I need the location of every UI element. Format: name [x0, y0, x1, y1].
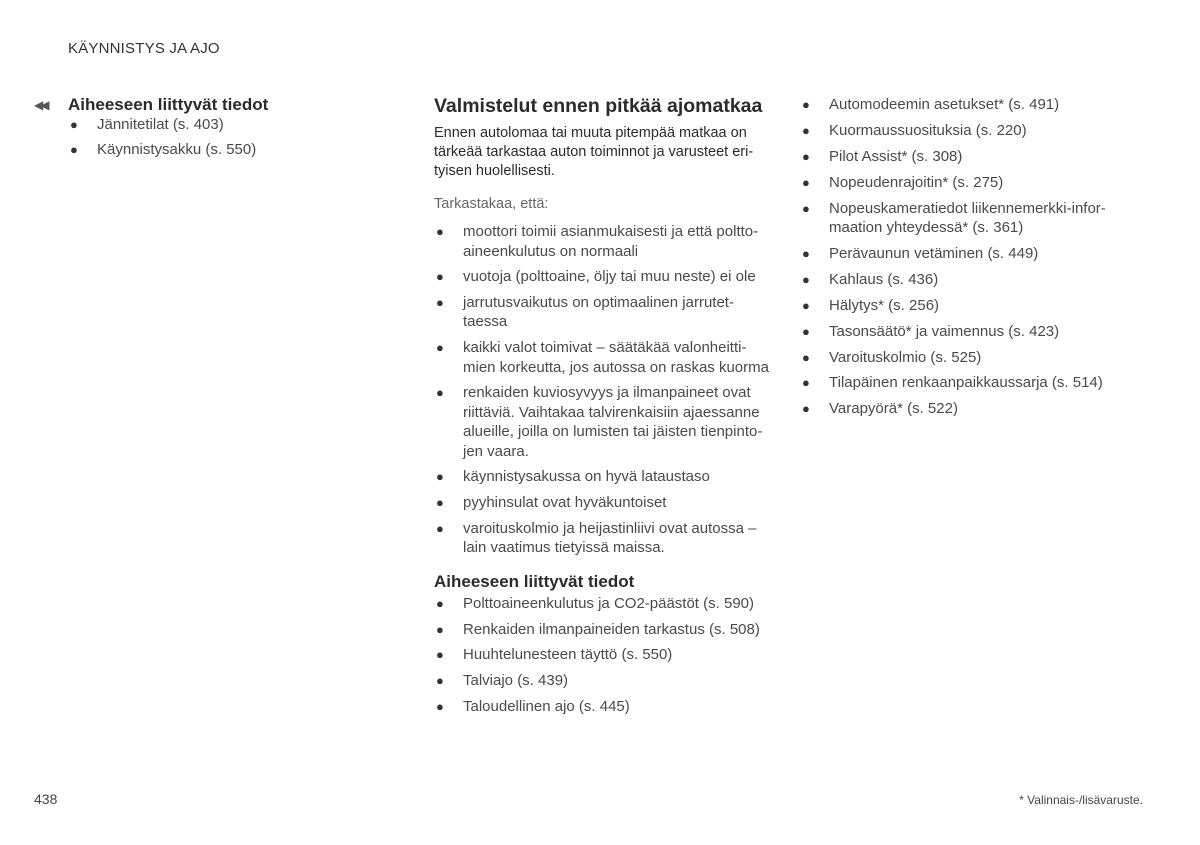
list-item: ● moottori toimii asianmukaisesti ja että poltto-aineenkulutus on normaali	[436, 223, 759, 260]
bullet-icon: ●	[802, 97, 810, 112]
page-number: 438	[34, 791, 58, 807]
bullet-icon: ●	[802, 148, 810, 164]
related-title: Aiheeseen liittyvät tiedot	[434, 571, 635, 591]
bullet-icon: ●	[436, 621, 444, 637]
related-list-left	[68, 115, 334, 160]
bullet-icon: ●	[436, 294, 444, 310]
list-item: ● jarrutusvaikutus on optimaalinen jarrutet-taessa	[436, 293, 734, 331]
list-item[interactable]: ● Hälytys* (s. 256)	[802, 296, 940, 314]
list-item[interactable]: ● Nopeuskameratiedot liikennemerkki-infor-maation yhteydessä* (s. 361)	[802, 199, 1106, 237]
list-item[interactable]: ● Varoituskolmio (s. 525)	[802, 348, 982, 366]
related-list-middle	[434, 594, 769, 716]
bullet-icon: ●	[436, 698, 444, 714]
bullet-icon: ●	[802, 401, 810, 417]
list-item[interactable]: ● Talviajo (s. 439)	[436, 671, 569, 689]
list-item: ● pyyhinsulat ovat hyväkuntoiset	[436, 494, 667, 512]
bullet-icon: ●	[436, 595, 444, 611]
bullet-icon: ●	[802, 349, 810, 365]
bullet-icon: ●	[436, 469, 444, 485]
related-heading-left	[34, 95, 334, 115]
list-item[interactable]: ● Huuhtelunesteen täyttö (s. 550)	[436, 646, 673, 664]
list-item[interactable]: ● Varapyörä* (s. 522)	[802, 400, 958, 418]
check-label: Tarkastakaa, että:	[434, 196, 549, 212]
check-list	[434, 222, 769, 558]
bullet-icon: ●	[802, 375, 810, 391]
bullet-icon: ●	[70, 117, 78, 132]
list-item[interactable]: ● Automodeemin asetukset* (s. 491)	[802, 96, 1060, 113]
list-item[interactable]: ● Nopeudenrajoitin* (s. 275)	[802, 173, 1004, 191]
bullet-icon: ●	[436, 340, 444, 356]
bullet-icon: ●	[802, 122, 810, 138]
section-header: KÄYNNISTYS JA AJO	[68, 40, 220, 57]
intro-paragraph: Ennen autolomaa tai muuta pitempää matkaa on tärkeää tarkastaa auton toiminnot ja varusteet eri-tyisen huolellisesti.	[434, 125, 754, 179]
bullet-icon: ●	[802, 245, 810, 261]
bullet-icon: ●	[802, 200, 810, 216]
list-item[interactable]: ● Taloudellinen ajo (s. 445)	[436, 697, 630, 715]
related-title: Aiheeseen liittyvät tiedot	[68, 95, 269, 114]
list-item: ● vuotoja (polttoaine, öljy tai muu neste) ei ole	[436, 268, 756, 286]
bullet-icon: ●	[802, 323, 810, 339]
bullet-icon: ●	[436, 647, 444, 663]
list-item: ● renkaiden kuviosyvyys ja ilmanpaineet ovat riittäviä. Vaihtakaa talvirenkaisiin ajaessanne alueille, joilla on lumisten tai jäisten tienpinto-jen vaara.	[436, 384, 763, 460]
bullet-icon: ●	[802, 297, 810, 313]
bullet-icon: ●	[436, 520, 444, 536]
bullet-icon: ●	[802, 174, 810, 190]
middle-column	[434, 95, 769, 722]
bullet-icon: ●	[802, 271, 810, 287]
list-item[interactable]: ● Käynnistysakku (s. 550)	[70, 141, 257, 159]
related-list-right	[800, 95, 1140, 419]
bullet-icon: ●	[70, 142, 78, 158]
list-item[interactable]: ● Perävaunun vetäminen (s. 449)	[802, 244, 1039, 262]
list-item[interactable]: ● Polttoaineenkulutus ja CO2-päästöt (s. 590)	[436, 594, 754, 612]
list-item: ● varoituskolmio ja heijastinliivi ovat autossa – lain vaatimus tietyissä maissa.	[436, 519, 757, 557]
list-item: ● kaikki valot toimivat – säätäkää valonheitti-mien korkeutta, jos autossa on raskas kuorma	[436, 339, 769, 376]
bullet-icon: ●	[436, 672, 444, 688]
section-title: Valmistelut ennen pitkää ajomatkaa	[434, 95, 763, 117]
list-item[interactable]: ● Pilot Assist* (s. 308)	[802, 147, 963, 165]
bullet-icon: ●	[436, 269, 444, 285]
left-column	[34, 95, 334, 165]
list-item[interactable]: ● Renkaiden ilmanpaineiden tarkastus (s. 508)	[436, 620, 760, 638]
list-item[interactable]: ● Tasonsäätö* ja vaimennus (s. 423)	[802, 322, 1060, 340]
bullet-icon: ●	[436, 495, 444, 511]
right-column	[800, 95, 1140, 425]
bullet-icon: ●	[436, 224, 444, 239]
back-double-chevron-icon[interactable]: ◀◀	[34, 98, 47, 112]
list-item[interactable]: ● Jännitetilat (s. 403)	[70, 116, 224, 133]
bullet-icon: ●	[436, 385, 444, 401]
list-item[interactable]: ● Tilapäinen renkaanpaikkaussarja (s. 514)	[802, 374, 1103, 392]
list-item: ● käynnistysakussa on hyvä lataustaso	[436, 468, 710, 486]
footnote: * Valinnais-/lisävaruste.	[1019, 793, 1143, 807]
list-item[interactable]: ● Kuormaussuosituksia (s. 220)	[802, 121, 1027, 139]
list-item[interactable]: ● Kahlaus (s. 436)	[802, 270, 939, 288]
